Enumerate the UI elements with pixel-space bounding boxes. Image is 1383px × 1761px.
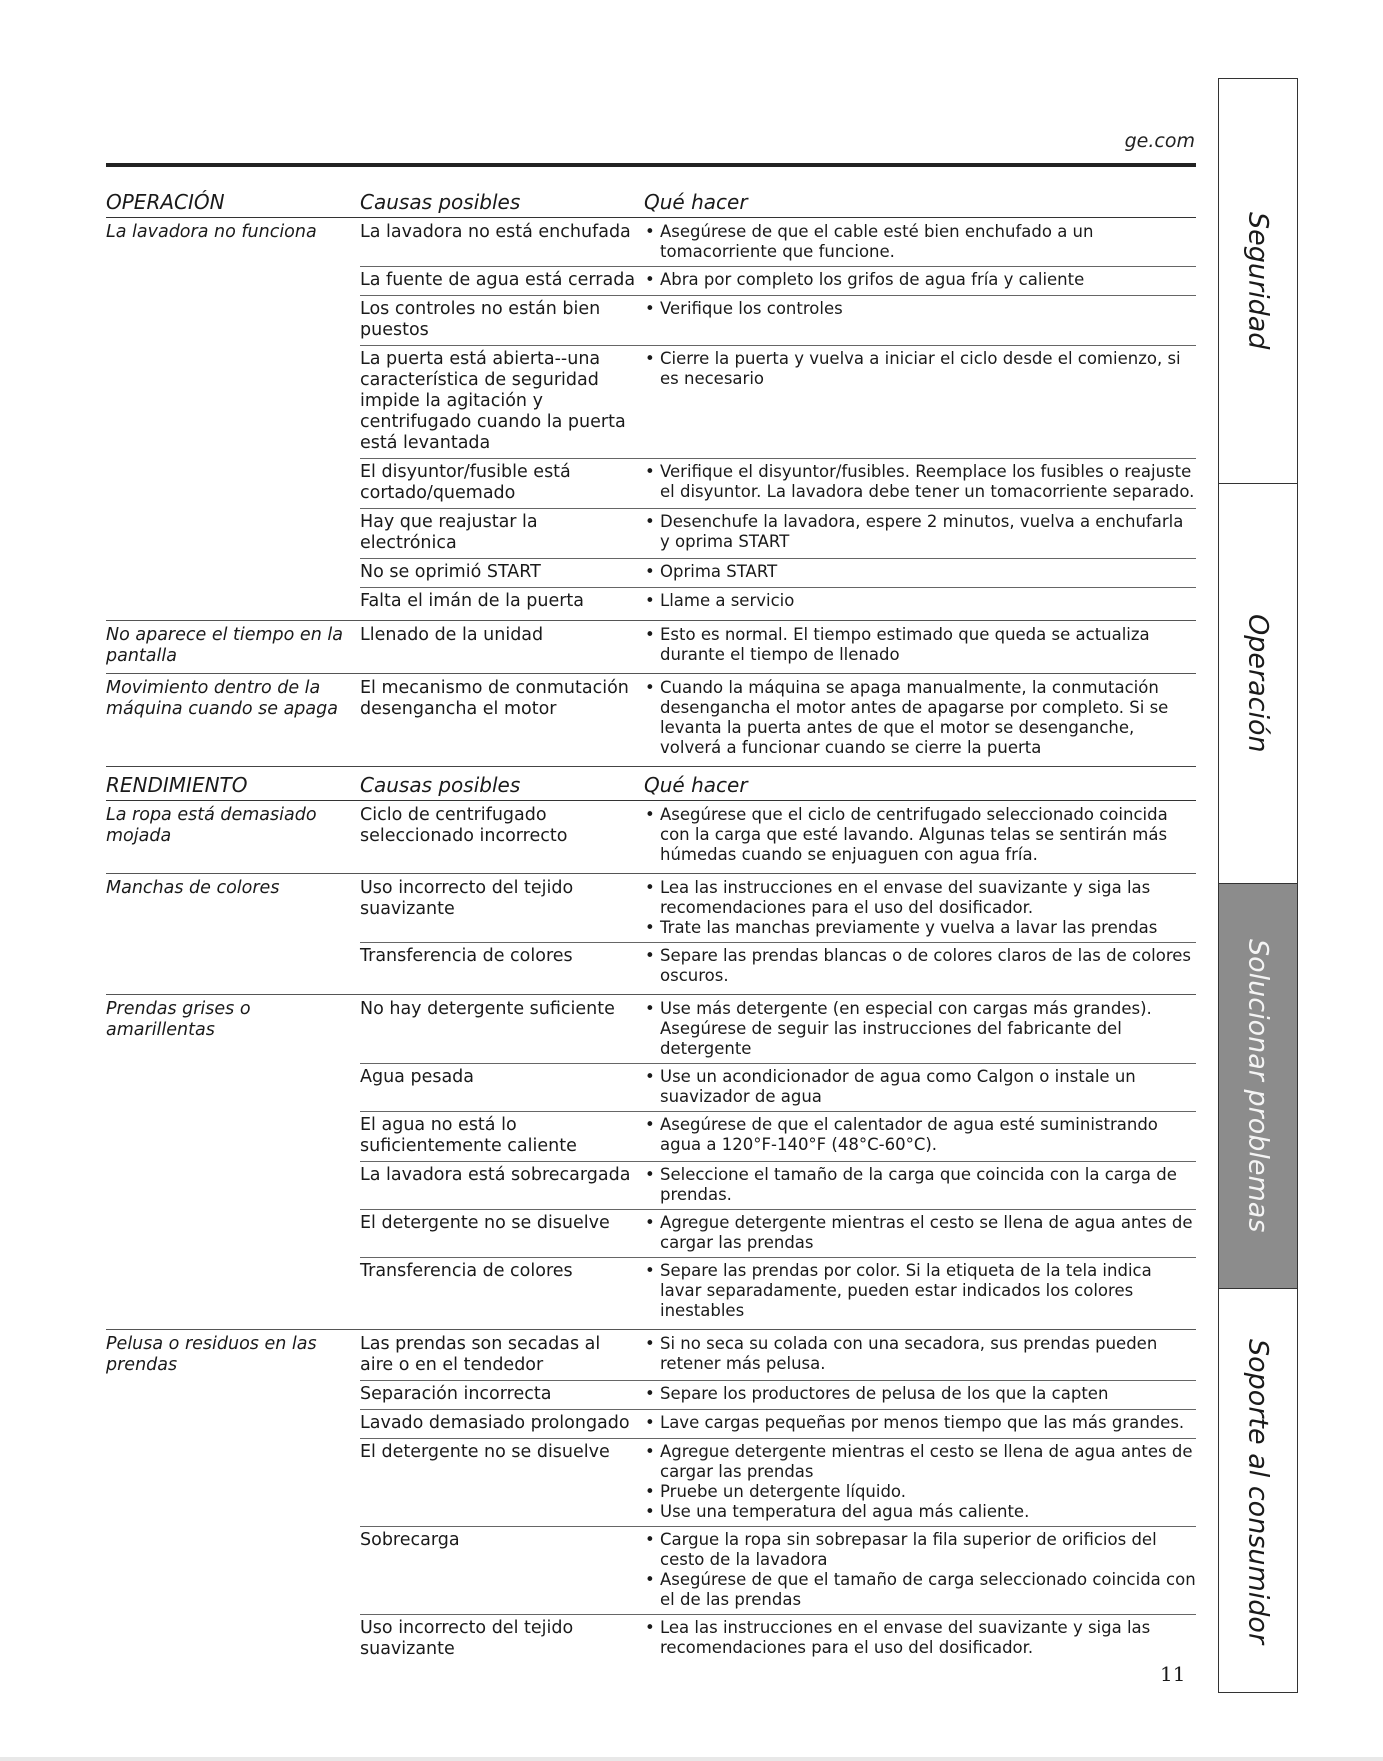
- cause-row: [360, 1334, 1196, 1380]
- actions-heading: Qué hacer: [644, 190, 748, 214]
- actions-list: [644, 512, 1196, 554]
- cause-row: [360, 558, 1196, 587]
- action-item: • Si no seca su colada con una secadora, sus prendas pueden retener más pelusa.: [644, 1334, 1196, 1374]
- problem-row: [106, 1329, 1196, 1668]
- action-item: • Cierre la puerta y vuelva a iniciar el ciclo desde el comienzo, si es necesario: [644, 349, 1196, 389]
- problem-row: [106, 994, 1196, 1329]
- cause-text: Sobrecarga: [360, 1530, 460, 1550]
- cause-row: [360, 1438, 1196, 1526]
- cause-text: Los controles no están bien puestos: [360, 299, 601, 340]
- cause-row: [360, 345, 1196, 458]
- side-tabs: [1218, 78, 1298, 1693]
- cause-text: El mecanismo de conmutación desengancha el motor: [360, 678, 629, 719]
- cause-text: La puerta está abierta--una característica de seguridad impide la agitación y centrifugado cuando la puerta está levantada: [360, 349, 626, 453]
- cause-row: [360, 1063, 1196, 1111]
- actions-list: [644, 1442, 1196, 1522]
- cause-text: Las prendas son secadas al aire o en el tendedor: [360, 1334, 601, 1375]
- cause-row: [360, 999, 1196, 1063]
- problem-title: Movimiento dentro de la máquina cuando se apaga: [106, 678, 338, 719]
- cause-row: [360, 942, 1196, 990]
- actions-list: [644, 1334, 1196, 1376]
- cause-row: [360, 678, 1196, 762]
- cause-row: [360, 1526, 1196, 1614]
- causes-list: [360, 625, 1196, 669]
- cause-text: El disyuntor/fusible está cortado/quemado: [360, 462, 571, 503]
- actions-list: [644, 625, 1196, 665]
- actions-list: [644, 1530, 1196, 1610]
- actions-list: [644, 946, 1196, 986]
- header-rule: [106, 163, 1196, 167]
- cause-text: Uso incorrecto del tejido suavizante: [360, 878, 574, 919]
- section-title: OPERACIÓN: [106, 190, 225, 214]
- causes-list: [360, 999, 1196, 1325]
- cause-text: El detergente no se disuelve: [360, 1442, 610, 1462]
- actions-list: [644, 678, 1196, 758]
- tab-soporte-consumidor[interactable]: [1219, 1289, 1297, 1694]
- cause-row: [360, 1614, 1196, 1664]
- problem-title: Manchas de colores: [106, 878, 280, 898]
- cause-row: [360, 805, 1196, 869]
- section-header: [106, 773, 1196, 801]
- action-item: • Use un acondicionador de agua como Calgon o instale un suavizador de agua: [644, 1067, 1196, 1107]
- tab-label: Operación: [1242, 614, 1274, 753]
- cause-text: Hay que reajustar la electrónica: [360, 512, 538, 553]
- actions-list: [644, 222, 1196, 262]
- problem-title: Pelusa o residuos en las prendas: [106, 1334, 317, 1375]
- cause-row: [360, 266, 1196, 295]
- action-item: • Agregue detergente mientras el cesto se llena de agua antes de cargar las prendas: [644, 1442, 1196, 1482]
- cause-text: La fuente de agua está cerrada: [360, 270, 636, 290]
- action-item: • Abra por completo los grifos de agua fría y caliente: [644, 270, 1196, 290]
- problem-row: [106, 801, 1196, 873]
- causes-list: [360, 1334, 1196, 1664]
- cause-text: La lavadora no está enchufada: [360, 222, 631, 242]
- section: [106, 773, 1196, 1668]
- problem-title: La ropa está demasiado mojada: [106, 805, 317, 846]
- action-item: • Use más detergente (en especial con cargas más grandes). Asegúrese de seguir las instrucciones del fabricante del detergente: [644, 999, 1196, 1059]
- action-item: • Desenchufe la lavadora, espere 2 minutos, vuelva a enchufarla y oprima START: [644, 512, 1196, 552]
- cause-row: [360, 1257, 1196, 1325]
- cause-text: Ciclo de centrifugado seleccionado incorrecto: [360, 805, 568, 846]
- actions-heading: Qué hacer: [644, 773, 748, 797]
- cause-row: [360, 1380, 1196, 1409]
- cause-text: No hay detergente suficiente: [360, 999, 615, 1019]
- problem-title: No aparece el tiempo en la pantalla: [106, 625, 343, 666]
- cause-row: [360, 1161, 1196, 1209]
- cause-row: [360, 1409, 1196, 1438]
- tab-seguridad[interactable]: [1219, 79, 1297, 484]
- problem-title: La lavadora no funciona: [106, 222, 317, 242]
- causes-heading: Causas posibles: [360, 773, 521, 797]
- actions-list: [644, 270, 1196, 291]
- tab-solucionar-problemas[interactable]: [1219, 884, 1297, 1289]
- causes-list: [360, 222, 1196, 616]
- troubleshooting-table: [106, 188, 1196, 1668]
- cause-text: Agua pesada: [360, 1067, 475, 1087]
- action-item: • Cargue la ropa sin sobrepasar la fila superior de orificios del cesto de la lavadora: [644, 1530, 1196, 1570]
- actions-list: [644, 462, 1196, 504]
- action-item: • Asegúrese que el ciclo de centrifugado seleccionado coincida con la carga que esté lavando. Algunas telas se sentirán más húmedas cuando se enjuaguen con agua fría.: [644, 805, 1196, 865]
- actions-list: [644, 1213, 1196, 1253]
- problem-row: [106, 873, 1196, 994]
- actions-list: [644, 1261, 1196, 1321]
- cause-text: La lavadora está sobrecargada: [360, 1165, 631, 1185]
- action-item: • Asegúrese de que el calentador de agua esté suministrando agua a 120°F-140°F (48°C-60°C).: [644, 1115, 1196, 1155]
- problem-row: [106, 673, 1196, 766]
- action-item: • Oprima START: [644, 562, 1196, 582]
- causes-list: [360, 678, 1196, 762]
- causes-list: [360, 805, 1196, 869]
- action-item: • Lave cargas pequeñas por menos tiempo que las más grandes.: [644, 1413, 1196, 1433]
- actions-list: [644, 805, 1196, 865]
- cause-text: Transferencia de colores: [360, 946, 573, 966]
- actions-list: [644, 299, 1196, 341]
- action-item: • Cuando la máquina se apaga manualmente, la conmutación desengancha el motor antes de apagarse por completo. Si se levanta la puerta antes de que el motor se desenganche, volverá a funcionar cuando se cierre la puerta: [644, 678, 1196, 758]
- action-item: • Lea las instrucciones en el envase del suavizante y siga las recomendaciones para el uso del dosificador.: [644, 878, 1196, 918]
- action-item: • Use una temperatura del agua más caliente.: [644, 1502, 1196, 1522]
- cause-text: Uso incorrecto del tejido suavizante: [360, 1618, 574, 1659]
- action-item: • Seleccione el tamaño de la carga que coincida con la carga de prendas.: [644, 1165, 1196, 1205]
- cause-text: El agua no está lo suficientemente caliente: [360, 1115, 577, 1156]
- cause-row: [360, 222, 1196, 266]
- cause-row: [360, 295, 1196, 345]
- action-item: • Agregue detergente mientras el cesto se llena de agua antes de cargar las prendas: [644, 1213, 1196, 1253]
- site-url: ge.com: [1124, 130, 1195, 152]
- actions-list: [644, 1384, 1196, 1405]
- cause-row: [360, 1209, 1196, 1257]
- causes-list: [360, 878, 1196, 990]
- action-item: • Separe las prendas por color. Si la etiqueta de la tela indica lavar separadamente, pueden estar indicados los colores inestables: [644, 1261, 1196, 1321]
- actions-list: [644, 1413, 1196, 1434]
- actions-list: [644, 1115, 1196, 1157]
- cause-row: [360, 878, 1196, 942]
- action-item: • Asegúrese de que el cable esté bien enchufado a un tomacorriente que funcione.: [644, 222, 1196, 262]
- causes-heading: Causas posibles: [360, 190, 521, 214]
- section-title: RENDIMIENTO: [106, 773, 248, 797]
- tab-operacion[interactable]: [1219, 484, 1297, 884]
- scan-edge: [0, 1757, 1383, 1761]
- tab-label: Seguridad: [1242, 212, 1274, 350]
- cause-text: Falta el imán de la puerta: [360, 591, 585, 611]
- action-item: • Trate las manchas previamente y vuelva a lavar las prendas: [644, 918, 1196, 938]
- action-item: • Pruebe un detergente líquido.: [644, 1482, 1196, 1502]
- action-item: • Separe las prendas blancas o de colores claros de las de colores oscuros.: [644, 946, 1196, 986]
- action-item: • Asegúrese de que el tamaño de carga seleccionado coincida con el de las prendas: [644, 1570, 1196, 1610]
- tab-label: Solucionar problemas: [1242, 939, 1274, 1233]
- cause-text: El detergente no se disuelve: [360, 1213, 610, 1233]
- action-item: • Llame a servicio: [644, 591, 1196, 611]
- cause-row: [360, 587, 1196, 616]
- action-item: • Lea las instrucciones en el envase del suavizante y siga las recomendaciones para el uso del dosificador.: [644, 1618, 1196, 1658]
- problem-row: [106, 620, 1196, 673]
- cause-text: Lavado demasiado prolongado: [360, 1413, 630, 1433]
- action-item: • Verifique el disyuntor/fusibles. Reemplace los fusibles o reajuste el disyuntor. La lavadora debe tener un tomacorriente separado.: [644, 462, 1196, 502]
- actions-list: [644, 1618, 1196, 1660]
- cause-row: [360, 1111, 1196, 1161]
- actions-list: [644, 562, 1196, 583]
- actions-list: [644, 999, 1196, 1059]
- tab-label: Soporte al consumidor: [1242, 1338, 1274, 1645]
- problem-row: [106, 218, 1196, 620]
- actions-list: [644, 349, 1196, 454]
- actions-list: [644, 1165, 1196, 1205]
- action-item: • Separe los productores de pelusa de los que la capten: [644, 1384, 1196, 1404]
- actions-list: [644, 878, 1196, 938]
- cause-text: Separación incorrecta: [360, 1384, 552, 1404]
- problem-title: Prendas grises o amarillentas: [106, 999, 251, 1040]
- cause-text: Transferencia de colores: [360, 1261, 573, 1281]
- actions-list: [644, 1067, 1196, 1107]
- cause-text: No se oprimió START: [360, 562, 541, 582]
- action-item: • Verifique los controles: [644, 299, 1196, 319]
- cause-row: [360, 508, 1196, 558]
- action-item: • Esto es normal. El tiempo estimado que queda se actualiza durante el tiempo de llenado: [644, 625, 1196, 665]
- cause-text: Llenado de la unidad: [360, 625, 544, 645]
- section: [106, 190, 1196, 767]
- cause-row: [360, 625, 1196, 669]
- actions-list: [644, 591, 1196, 612]
- page-number: 11: [1160, 1662, 1186, 1686]
- cause-row: [360, 458, 1196, 508]
- section-header: [106, 190, 1196, 218]
